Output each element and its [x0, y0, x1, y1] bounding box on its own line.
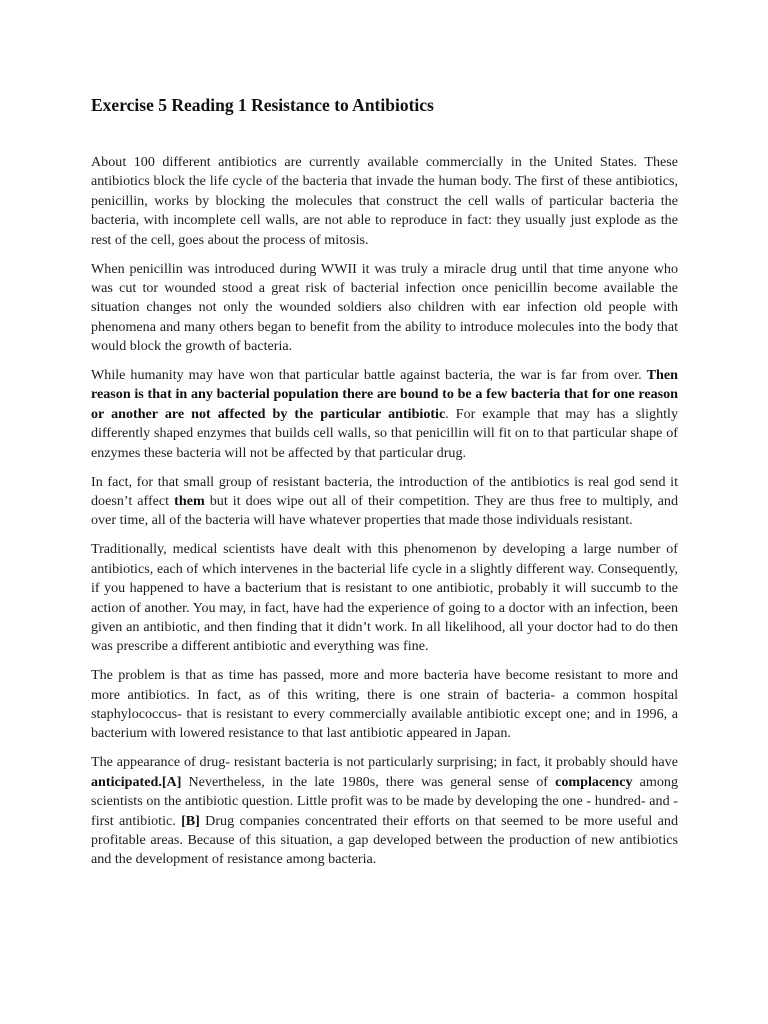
paragraph-4-bold-1: them [174, 493, 205, 509]
paragraph-7-text-4: Drug companies concentrated their efforts on that seemed to be more useful and profitable areas. Because of this situation, a gap developed between the production of new antibiotics and the development of resistance among bacteria. [91, 812, 678, 868]
paragraph-4 [91, 473, 678, 531]
paragraph-7 [91, 753, 678, 869]
paragraph-3-text-1: While humanity may have won that particular battle against bacteria, the war is far from over. [91, 367, 647, 384]
page-title: Exercise 5 Reading 1 Resistance to Antibiotics [91, 95, 434, 115]
paragraph-7-text-2: Nevertheless, in the late 1980s, there was general sense of [181, 773, 556, 790]
paragraph-5: Traditionally, medical scientists have dealt with this phenomenon by developing a large number of antibiotics, each of which intervenes in the bacterial life cycle in a slightly different way. Consequently, if you happened to have a bacterium that is resistant to one antibiotic, probably it will succumb to the action of another. You may, in fact, have had the experience of going to a doctor with an infection, been given an antibiotic, and then finding that it didn’t work. In all likelihood, all your doctor had to do then was prescribe a different antibiotic and everything was fine. [91, 541, 678, 655]
paragraph-2: When penicillin was introduced during WWII it was truly a miracle drug until that time anyone who was cut tor wounded stood a great risk of bacterial infection once penicillin become available the situation changes not only the wounded soldiers also children with ear infection old people with phenomena and many others began to benefit from the ability to introduce molecules into the body that would block the growth of bacteria. [91, 260, 678, 355]
paragraph-7-bold-3: [B] [181, 812, 200, 829]
paragraph-7-bold-2: complacency [555, 773, 633, 790]
paragraph-6: The problem is that as time has passed, more and more bacteria have become resistant to more and more antibiotics. In fact, as of this writing, there is one strain of bacteria- a common hospital staphylococcus- that is resistant to every commercially available antibiotic except one; and in 1996, a bacterium with lowered resistance to that last antibiotic appeared in Japan. [91, 667, 678, 742]
paragraph-7-text-1: The appearance of drug- resistant bacteria is not particularly surprising; in fact, it probably should have [91, 754, 678, 771]
paragraph-7-text-3: among scientists on the antibiotic question. Little profit was to be made by developing the one - hundred- and -first antibiotic. [91, 773, 678, 829]
paragraph-4-text-1: In fact, for that small group of resistant bacteria, the introduction of the antibiotics is real god send it doesn’t affect [91, 473, 678, 509]
reading-body [91, 153, 678, 879]
paragraph-7-bold-1: anticipated.[A] [91, 773, 182, 790]
paragraph-3-bold-1: Then reason is that in any bacterial population there are bound to be a few bacteria that for one reason or another are not affected by the particular antibiotic [91, 367, 678, 422]
paragraph-3-text-2: . For example that may has a slightly differently shaped enzymes that builds cell walls, so that penicillin will fit on to that particular shape of enzymes these bacteria will not be affected by that particular drug. [91, 405, 678, 461]
paragraph-3 [91, 366, 678, 463]
paragraph-4-text-2: but it does wipe out all of their competition. They are thus free to multiply, and over time, all of the bacteria will have whatever properties that made those individuals resistant. [91, 493, 678, 529]
paragraph-1: About 100 different antibiotics are currently available commercially in the United States. These antibiotics block the life cycle of the bacteria that invade the human body. The first of these antibiotics, penicillin, works by blocking the molecules that construct the cell walls of particular bacteria the bacteria, with incomplete cell walls, are not able to reproduce in fact: they usually just explode as the rest of the cell, goes about the process of mitosis. [91, 154, 678, 248]
